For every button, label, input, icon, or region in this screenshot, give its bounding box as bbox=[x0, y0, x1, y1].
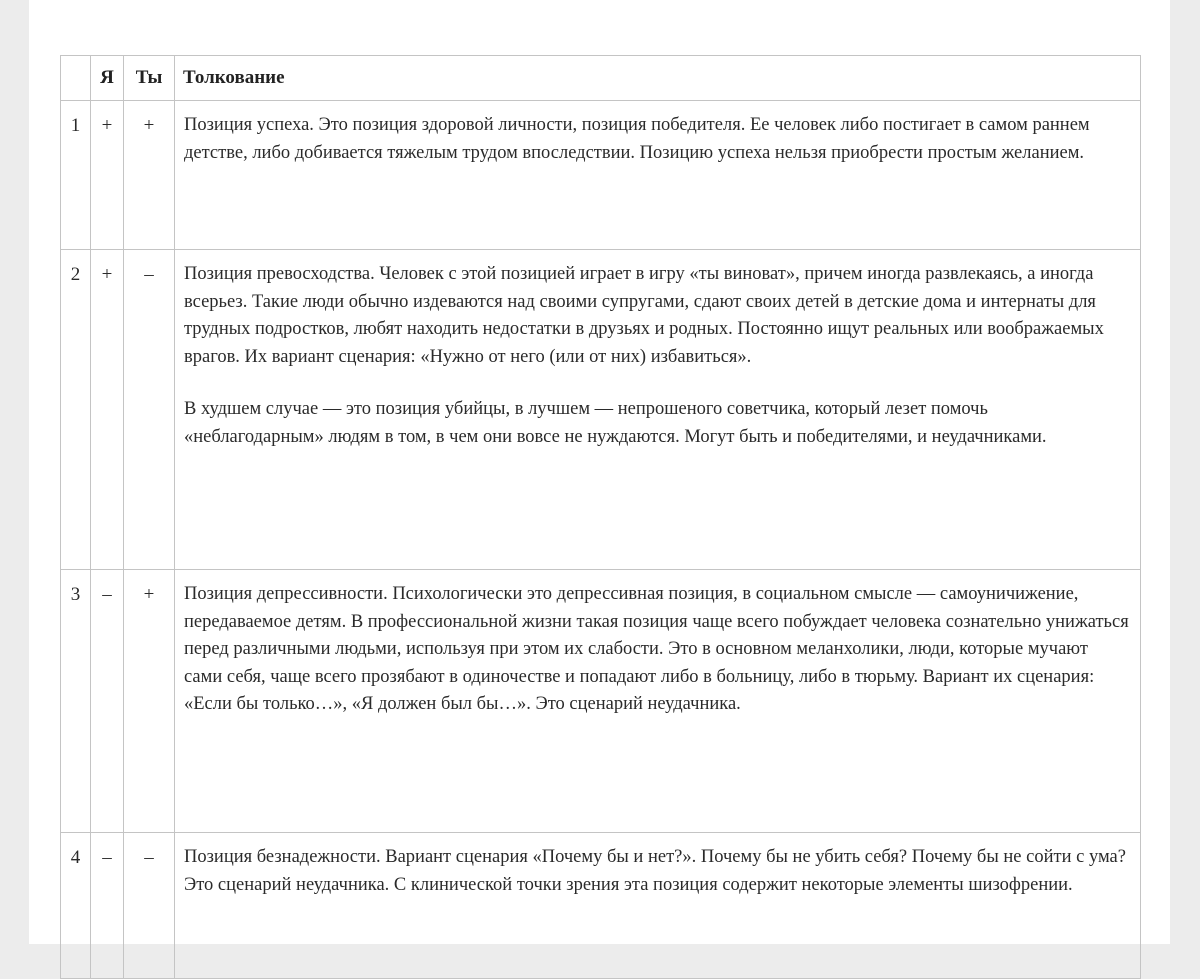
row-ty-sign: + bbox=[124, 570, 175, 833]
row-number: 4 bbox=[61, 833, 91, 979]
row-number: 1 bbox=[61, 101, 91, 250]
table-row bbox=[61, 101, 1141, 250]
row-ya-sign: + bbox=[91, 101, 124, 250]
interpretation-paragraph: В худшем случае — это позиция убийцы, в лучшем — непрошеного советчика, который лезет помочь «неблагодарным» людям в том, в чем они вовсе не нуждаются. Могут быть и победителями, и неудачниками. bbox=[184, 399, 1047, 447]
row-ya-sign: – bbox=[91, 833, 124, 979]
row-interpretation bbox=[175, 570, 1141, 833]
row-interpretation bbox=[175, 833, 1141, 979]
row-interpretation bbox=[175, 250, 1141, 570]
row-ty-sign: + bbox=[124, 101, 175, 250]
row-ty-sign: – bbox=[124, 250, 175, 570]
header-ty: Ты bbox=[124, 56, 175, 101]
table-row bbox=[61, 833, 1141, 979]
row-number: 2 bbox=[61, 250, 91, 570]
table-header-row bbox=[61, 56, 1141, 101]
interpretation-paragraph: Позиция безнадежности. Вариант сценария «Почему бы и нет?». Почему бы не убить себя? Почему бы не сойти с ума? Это сценарий неудачника. С клинической точки зрения эта позиция содержит некоторые элементы шизофрении. bbox=[184, 847, 1126, 895]
table-row bbox=[61, 250, 1141, 570]
row-ya-sign: – bbox=[91, 570, 124, 833]
positions-table bbox=[60, 55, 1141, 979]
row-ya-sign: + bbox=[91, 250, 124, 570]
header-ya: Я bbox=[91, 56, 124, 101]
row-number: 3 bbox=[61, 570, 91, 833]
header-interpretation: Толкование bbox=[175, 56, 1141, 101]
document-page bbox=[29, 0, 1170, 944]
interpretation-paragraph: Позиция успеха. Это позиция здоровой личности, позиция победителя. Ее человек либо постигает в самом раннем детстве, либо добивается тяжелым трудом впоследствии. Позицию успеха нельзя приобрести простым желанием. bbox=[184, 115, 1090, 163]
table-row bbox=[61, 570, 1141, 833]
interpretation-paragraph: Позиция превосходства. Человек с этой позицией играет в игру «ты виноват», причем иногда развлекаясь, а иногда всерьез. Такие люди обычно издеваются над своими супругами, сдают своих детей в детские дома и интернаты для трудных подростков, любят находить недостатки в друзьях и родных. Постоянно ищут реальных или воображаемых врагов. Их вариант сценария: «Нужно от него (или от них) избавиться». bbox=[184, 264, 1104, 367]
interpretation-paragraph: Позиция депрессивности. Психологически это депрессивная позиция, в социальном смысле — самоуничижение, передаваемое детям. В профессиональной жизни такая позиция чаще всего побуждает человека сознательно унижаться перед различными людьми, используя при этом их слабости. Это в основном меланхолики, люди, которые мучают сами себя, чаще всего прозябают в одиночестве и попадают либо в больницу, либо в тюрьму. Вариант их сценария: «Если бы только…», «Я должен был бы…». Это сценарий неудачника. bbox=[184, 584, 1129, 715]
header-number bbox=[61, 56, 91, 101]
row-interpretation bbox=[175, 101, 1141, 250]
row-ty-sign: – bbox=[124, 833, 175, 979]
